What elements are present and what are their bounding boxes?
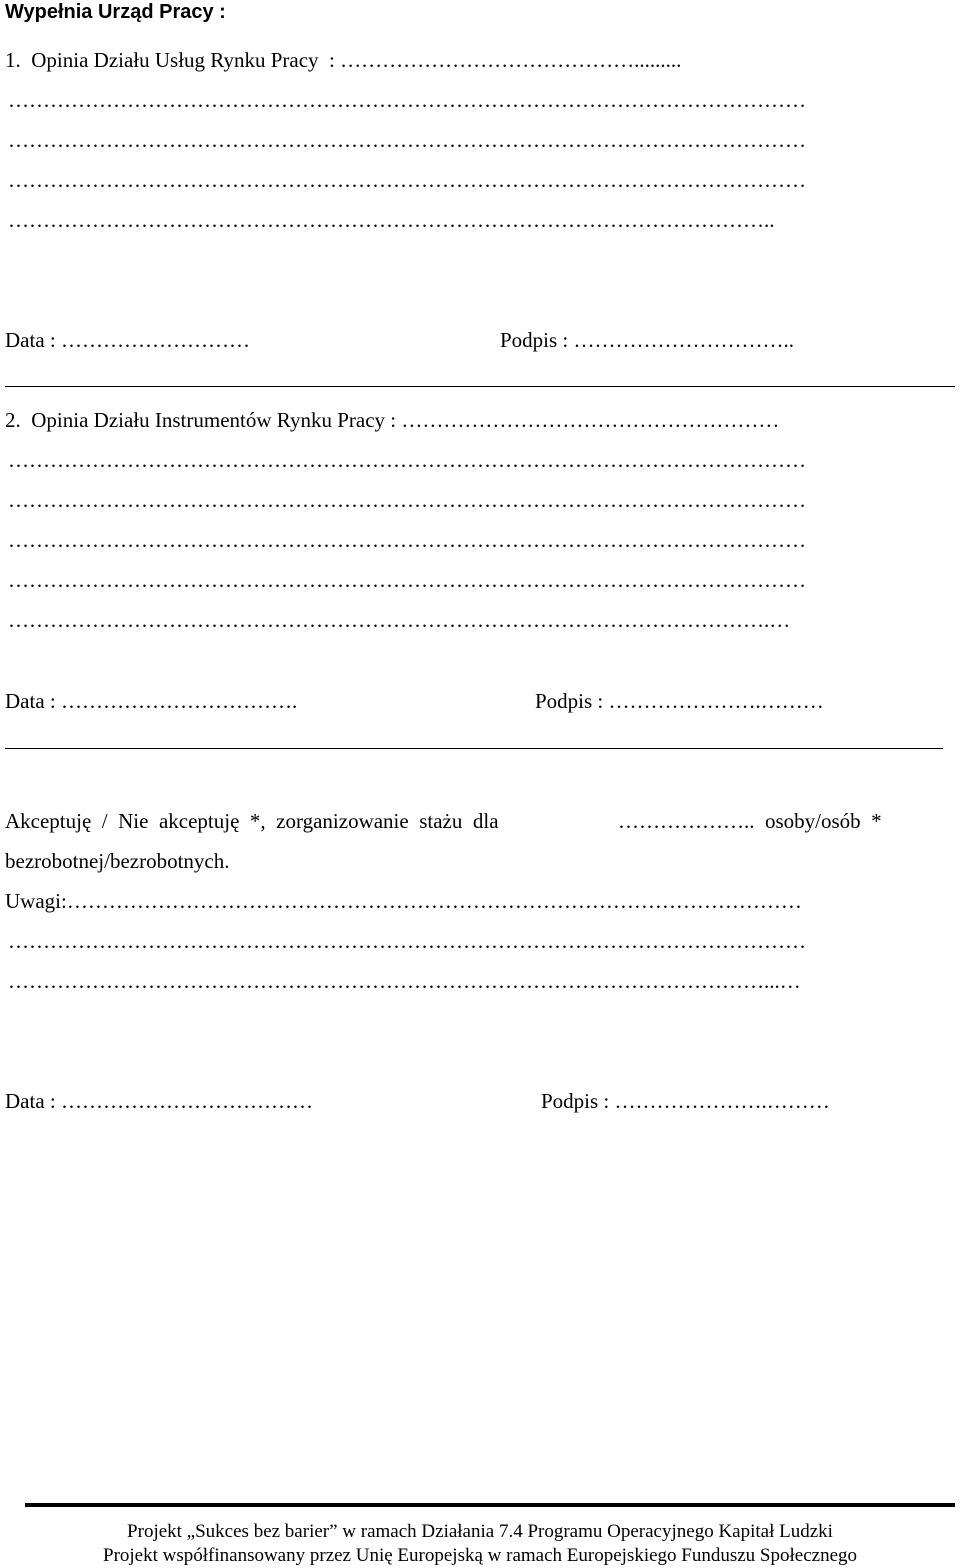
section2-line-3[interactable]: …………………………………………………………………………………………………… bbox=[8, 528, 806, 552]
section2-signature-field[interactable]: Podpis : ………………….……… bbox=[535, 689, 824, 713]
section1-line-2[interactable]: …………………………………………………………………………………………………… bbox=[8, 128, 806, 152]
remarks-line-1[interactable]: …………………………………………………………………………………………………… bbox=[8, 929, 806, 953]
section1-line-1[interactable]: …………………………………………………………………………………………………… bbox=[8, 88, 806, 112]
section2-line-2[interactable]: …………………………………………………………………………………………………… bbox=[8, 488, 806, 512]
section3-signature-field[interactable]: Podpis : ………………….……… bbox=[541, 1089, 830, 1113]
footer-cofinancing: Projekt współfinansowany przez Unię Europejską w ramach Europejskiego Funduszu Społecznego bbox=[103, 1545, 857, 1566]
remarks-field[interactable]: Uwagi:…………………………………………………………………………………………… bbox=[5, 889, 802, 913]
footer-divider bbox=[25, 1503, 955, 1507]
acceptance-statement-cont: bezrobotnej/bezrobotnych. bbox=[5, 849, 230, 873]
section1-date-field[interactable]: Data : ……………………… bbox=[5, 328, 250, 352]
section1-line-3[interactable]: …………………………………………………………………………………………………… bbox=[8, 168, 806, 192]
section-divider-2 bbox=[5, 748, 943, 749]
footer-project-name: Projekt „Sukces bez barier” w ramach Działania 7.4 Programu Operacyjnego Kapitał Ludzki bbox=[127, 1521, 833, 1542]
section2-line-5[interactable]: ……………………………………………………………………………………………….… bbox=[8, 608, 791, 632]
persons-count-field[interactable]: ……………….. osoby/osób * bbox=[618, 809, 882, 833]
section1-signature-field[interactable]: Podpis : ………………………….. bbox=[500, 328, 795, 352]
section1-line-4[interactable]: ……………………………………………………………………………………………….. bbox=[8, 208, 775, 232]
remarks-line-2[interactable]: ………………………………………………………………………………………………...… bbox=[8, 969, 801, 993]
acceptance-statement: Akceptuję / Nie akceptuję *, zorganizowanie stażu dla bbox=[5, 809, 499, 833]
section1-title: 1. Opinia Działu Usług Rynku Pracy : ……………………………………......... bbox=[5, 48, 682, 72]
section3-date-field[interactable]: Data : ……………………………… bbox=[5, 1089, 313, 1113]
section2-line-1[interactable]: …………………………………………………………………………………………………… bbox=[8, 448, 806, 472]
form-heading: Wypełnia Urząd Pracy : bbox=[5, 1, 226, 23]
section-divider-1 bbox=[5, 386, 955, 387]
section2-date-field[interactable]: Data : ……………………………. bbox=[5, 689, 298, 713]
section2-title: 2. Opinia Działu Instrumentów Rynku Pracy : ……………………………………………… bbox=[5, 408, 780, 432]
section2-line-4[interactable]: …………………………………………………………………………………………………… bbox=[8, 568, 806, 592]
